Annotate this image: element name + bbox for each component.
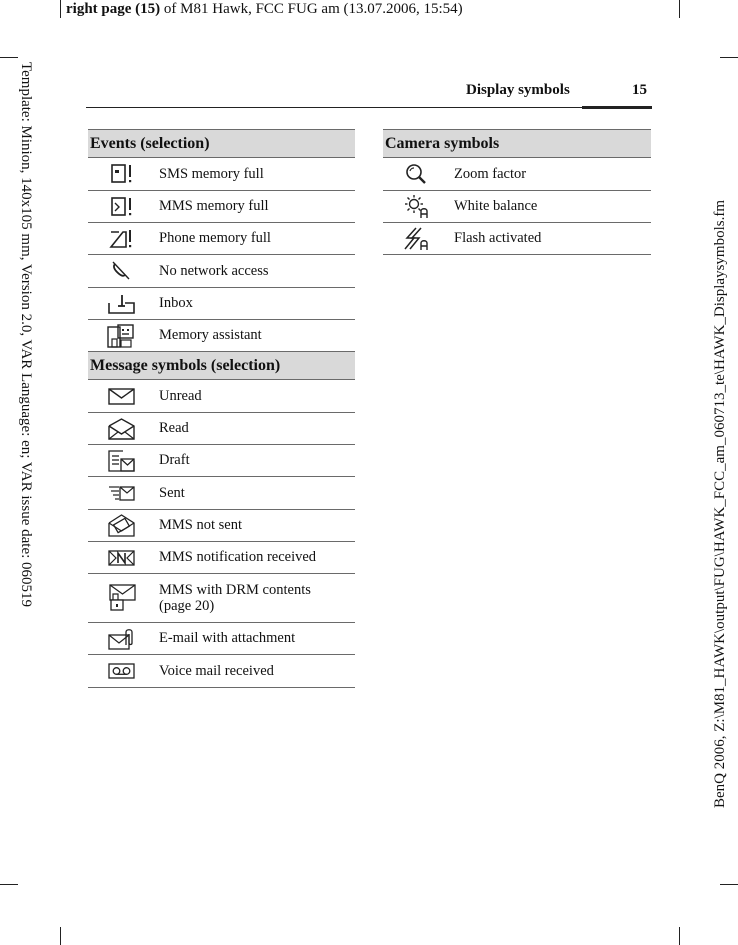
no-network-icon: [109, 260, 135, 282]
slug-line: [66, 0, 463, 18]
table-row: [88, 477, 355, 510]
table-row: [88, 223, 355, 255]
crop-mark: [0, 57, 18, 58]
row-label: Read: [156, 413, 355, 445]
mms-notification-icon: [107, 548, 137, 568]
camera-symbols-table: [383, 129, 651, 255]
row-label: Flash activated: [451, 223, 651, 255]
mms-memory-full-icon: [109, 197, 135, 217]
mms-drm-icon: [106, 583, 138, 613]
crop-mark: [60, 927, 61, 945]
row-label: No network access: [156, 255, 355, 288]
table-row: [88, 623, 355, 655]
phone-memory-full-icon: [109, 229, 135, 249]
row-label-line1: MMS with DRM contents: [159, 582, 311, 598]
messages-heading: Message symbols (selection): [88, 352, 355, 380]
template-info: Template: Minion, 140x105 mm, Version 2.0, VAR Language: en; VAR issue date: 060519: [18, 62, 34, 608]
crop-mark: [60, 0, 61, 18]
crop-mark: [679, 927, 680, 945]
memory-assistant-icon: [106, 323, 138, 349]
table-row: [88, 255, 355, 288]
table-row: [88, 158, 355, 191]
flash-icon: [402, 226, 432, 252]
row-label-line2: (page 20): [159, 598, 215, 614]
page-number: 15: [632, 82, 647, 98]
mms-not-sent-icon: [107, 513, 137, 539]
row-label: White balance: [451, 191, 651, 223]
crop-mark: [720, 57, 738, 58]
table-row: [383, 158, 651, 191]
row-label: [156, 574, 355, 623]
row-label: Phone memory full: [156, 223, 355, 255]
sms-memory-full-icon: [109, 164, 135, 184]
table-row: [88, 445, 355, 477]
row-label: Voice mail received: [156, 655, 355, 688]
row-label: Sent: [156, 477, 355, 510]
crop-mark: [720, 884, 738, 885]
row-label: Draft: [156, 445, 355, 477]
events-heading: Events (selection): [88, 130, 355, 158]
header-rule: [86, 107, 652, 108]
page-title: Display symbols: [466, 82, 570, 98]
zoom-icon: [403, 162, 431, 186]
email-attachment-icon: [107, 627, 137, 651]
row-label: Unread: [156, 380, 355, 413]
slug-page: (15): [135, 1, 161, 17]
table-row: [383, 223, 651, 255]
inbox-icon: [107, 293, 137, 315]
read-envelope-icon: [107, 417, 137, 441]
row-label: MMS notification received: [156, 542, 355, 574]
row-label: Inbox: [156, 288, 355, 320]
unread-envelope-icon: [107, 386, 137, 406]
file-path-info: BenQ 2006, Z:\M81_HAWK\output\FUG\HAWK_FCC_am_060713_te\HAWK_Displaysymbols.fm: [712, 200, 728, 809]
table-row: [88, 288, 355, 320]
slug-rest: of M81 Hawk, FCC FUG am (13.07.2006, 15:54): [163, 1, 463, 17]
row-label: MMS not sent: [156, 510, 355, 542]
crop-mark: [679, 0, 680, 18]
row-label: E-mail with attachment: [156, 623, 355, 655]
table-row: [88, 574, 355, 623]
row-label: Zoom factor: [451, 158, 651, 191]
sent-icon: [107, 483, 137, 503]
slug-prefix: right page: [66, 1, 132, 17]
table-row: [88, 320, 355, 352]
table-row: [88, 542, 355, 574]
camera-heading: Camera symbols: [383, 130, 651, 158]
table-row: [383, 191, 651, 223]
crop-mark: [0, 884, 18, 885]
voice-mail-icon: [107, 661, 137, 681]
row-label: SMS memory full: [156, 158, 355, 191]
events-and-messages-table: [88, 129, 355, 688]
header-rule-accent: [582, 106, 652, 109]
draft-icon: [107, 449, 137, 473]
white-balance-icon: [402, 194, 432, 220]
table-row: [88, 191, 355, 223]
table-row: [88, 413, 355, 445]
table-row: [88, 655, 355, 688]
row-label: Memory assistant: [156, 320, 355, 352]
table-row: [88, 380, 355, 413]
row-label: MMS memory full: [156, 191, 355, 223]
table-row: [88, 510, 355, 542]
